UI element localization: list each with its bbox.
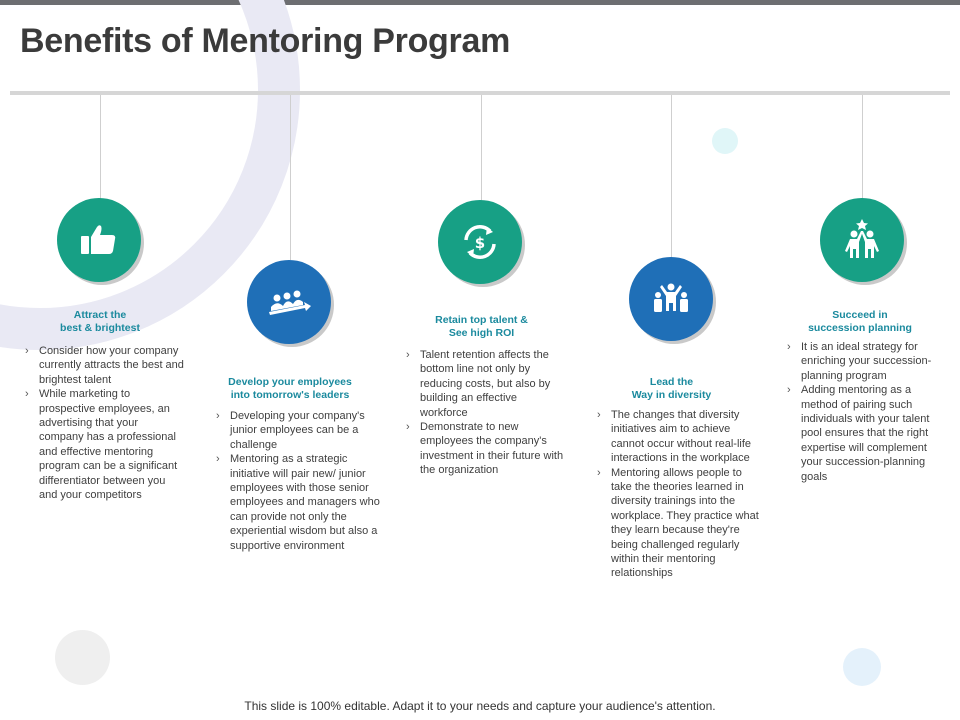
footer-note: This slide is 100% editable. Adapt it to your needs and capture your audience's attention. — [244, 699, 716, 713]
dollar-cycle-icon — [456, 218, 504, 266]
benefit-5-badge — [820, 198, 904, 282]
team-progress-icon — [265, 278, 313, 326]
list-item: › The changes that diversity initiatives aim to achieve cannot occur without real-life interactions in the workplace — [596, 408, 764, 466]
diverse-group-icon — [647, 275, 695, 323]
thumbs-up-icon — [75, 216, 123, 264]
list-item: › Talent retention affects the bottom line not only by reducing costs, but also by building an effective workforce — [405, 348, 567, 420]
benefit-3-heading: Retain top talent & See high ROI — [435, 314, 528, 339]
benefit-4-badge — [629, 257, 713, 341]
list-item: › Consider how your company currently attracts the best and brightest talent — [24, 344, 184, 387]
list-item: › Developing your company's junior employees can be a challenge — [215, 409, 387, 452]
benefit-1-bullets — [24, 344, 184, 502]
benefit-2-heading: Develop your employees into tomorrow's leaders — [228, 376, 352, 401]
list-item: › Mentoring allows people to take the theories learned in diversity trainings into the workplace. They practice what they learn because they're being challenged regularly within their mentoring relationships — [596, 466, 764, 581]
benefit-2-badge — [247, 260, 331, 344]
list-item: › It is an ideal strategy for enriching your succession-planning program — [786, 340, 944, 383]
benefit-5-bullets — [786, 340, 944, 484]
list-item: › Mentoring as a strategic initiative will pair new/ junior employees with those senior employees and managers who can provide not only the experiential wisdom but also a supportive environment — [215, 452, 387, 553]
benefit-5-heading: Succeed in succession planning — [808, 309, 912, 334]
hanging-line — [862, 95, 863, 200]
benefit-1-heading: Attract the best & brightest — [60, 309, 140, 334]
decorative-dot — [843, 648, 881, 686]
decorative-dot — [712, 128, 738, 154]
benefit-2-bullets — [215, 409, 387, 553]
title-divider — [10, 91, 950, 95]
decorative-dot — [55, 630, 110, 685]
hanging-line — [100, 95, 101, 200]
list-item: › While marketing to prospective employees, an advertising that your company has a professional and effective mentoring program can be a significant differentiator between you and your competitors — [24, 387, 184, 502]
benefit-4-heading: Lead the Way in diversity — [631, 376, 712, 401]
list-item: › Demonstrate to new employees the company's investment in their future with the organization — [405, 420, 567, 478]
hanging-line — [671, 95, 672, 258]
benefit-3-bullets — [405, 348, 567, 478]
svg-text:$: $ — [474, 234, 486, 252]
benefit-1-badge — [57, 198, 141, 282]
list-item: › Adding mentoring as a method of pairing such individuals with your talent pool ensures that the right expertise will complement your succession-planning goals — [786, 383, 944, 484]
hanging-line — [290, 95, 291, 260]
hanging-line — [481, 95, 482, 201]
benefit-3-badge — [438, 200, 522, 284]
page-title: Benefits of Mentoring Program — [20, 22, 510, 60]
success-duo-icon — [838, 216, 886, 264]
benefit-4-bullets — [596, 408, 764, 581]
